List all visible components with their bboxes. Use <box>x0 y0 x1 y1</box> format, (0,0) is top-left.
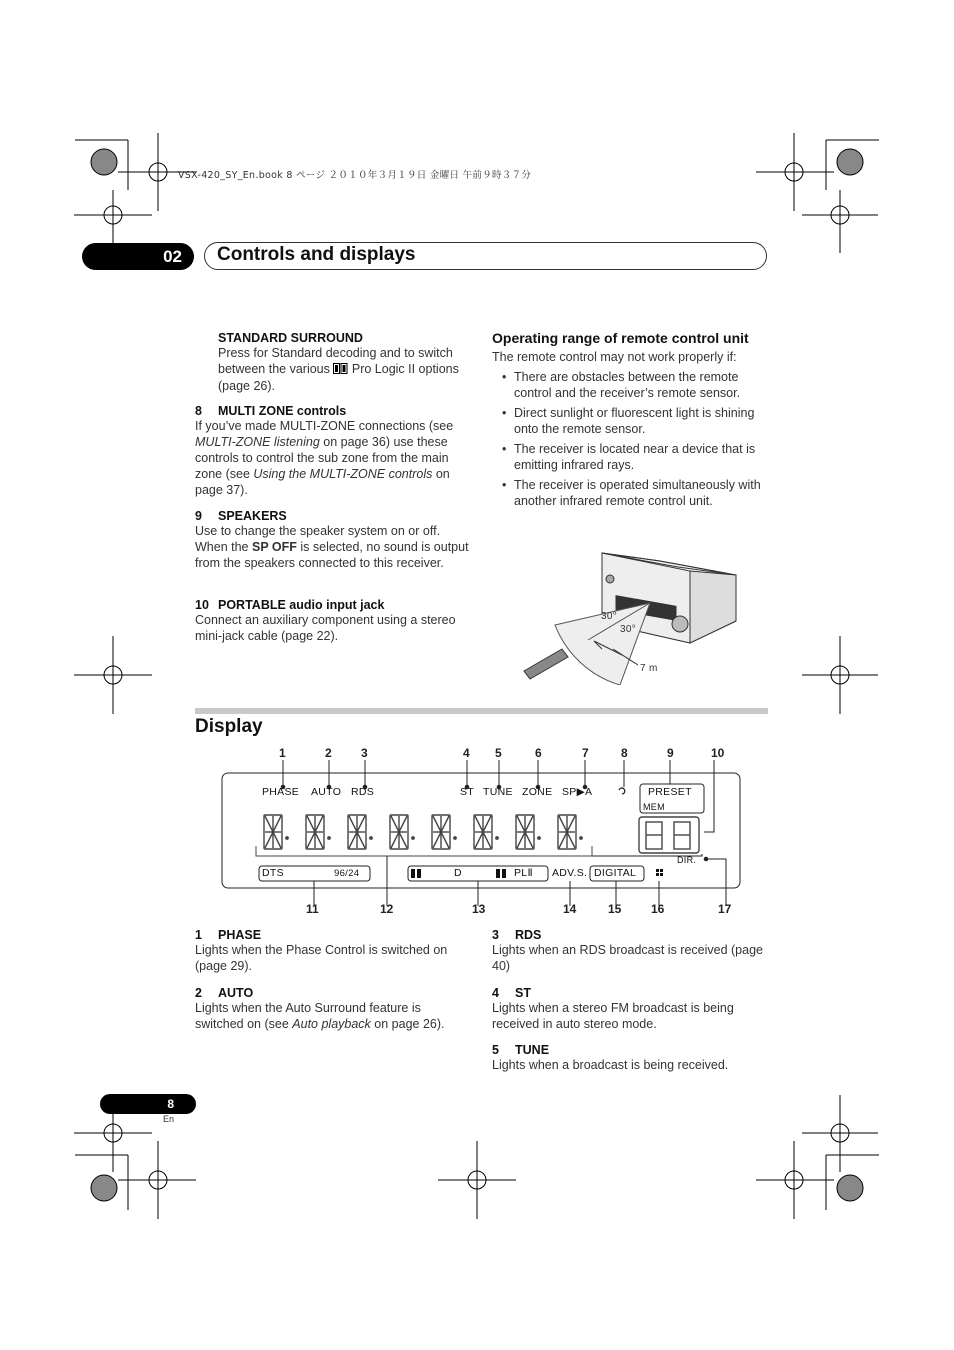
page-number-badge <box>100 1094 196 1114</box>
desc-5-entry <box>492 1043 767 1073</box>
standard-surround-text-2: Pro Logic II options (page 26). <box>218 362 459 393</box>
remote-range-section <box>492 330 770 513</box>
desc-1-number: 1 <box>195 928 202 942</box>
list-item: • There are obstacles between the remote control and the receiver’s remote sensor. <box>492 369 770 401</box>
panel-d-label: D <box>454 867 462 879</box>
item-9-entry <box>195 509 470 571</box>
desc-5-heading: TUNE <box>515 1043 550 1057</box>
item-10-text: Connect an auxiliary component using a stereo mini-jack cable (page 22). <box>195 613 456 643</box>
section-divider <box>195 708 768 714</box>
desc-3-text: Lights when an RDS broadcast is received (page 40) <box>492 943 763 973</box>
item-8-text-2: on page 36) use these controls to control the sub zone from the main zone (see <box>195 435 449 481</box>
angle-label-2: 30° <box>620 624 637 635</box>
remote-range-heading: Operating range of remote control unit <box>492 330 749 346</box>
list-item: • The receiver is located near a device that is emitting infrared rays. <box>492 441 770 473</box>
item-8-number: 8 <box>195 404 202 418</box>
desc-4-number: 4 <box>492 986 499 1000</box>
callout-13: 13 <box>472 902 486 916</box>
dolby-logo-icon <box>333 362 348 378</box>
remote-range-intro: The remote control may not work properly if: <box>492 350 737 364</box>
desc-4-entry <box>492 986 767 1032</box>
remote-range-diagram <box>510 545 750 685</box>
panel-mem-label: MEM <box>643 802 665 812</box>
front-panel-display <box>218 760 748 906</box>
panel-dts-label: DTS <box>262 867 284 879</box>
desc-2-text <box>195 1000 470 1032</box>
callout-10: 10 <box>711 746 725 760</box>
item-9-bold: SP OFF <box>251 540 297 554</box>
desc-2-entry <box>195 986 470 1032</box>
remote-range-bullets <box>492 369 770 509</box>
desc-2-number: 2 <box>195 986 202 1000</box>
callout-11: 11 <box>306 902 319 916</box>
panel-tune-label: TUNE <box>483 786 513 798</box>
panel-9624-label: 96/24 <box>334 868 360 879</box>
desc-2-text-2: on page 26). <box>370 1017 445 1031</box>
panel-digital-label: DIGITAL <box>594 867 637 879</box>
desc-2-em: Auto playback <box>292 1017 371 1031</box>
standard-surround-entry <box>218 331 470 394</box>
dot-matrix-characters <box>264 815 699 853</box>
item-8-heading: MULTI ZONE controls <box>218 404 347 418</box>
item-8-text-3: on page 37). <box>195 467 450 497</box>
panel-zone-label: ZONE <box>522 786 553 798</box>
item-9-text-2: is selected, no sound is output from the speakers connected to this receiver. <box>195 540 469 570</box>
list-item: • Direct sunlight or fluorescent light is shining onto the remote sensor. <box>492 405 770 437</box>
item-8-text-1: If you’ve made MULTI-ZONE connections (see <box>195 419 454 433</box>
desc-2-heading: AUTO <box>218 986 254 1000</box>
panel-dir-label: DIR. <box>677 855 697 865</box>
language-label: En <box>163 1114 175 1124</box>
desc-3-heading: RDS <box>515 928 542 942</box>
item-10-number: 10 <box>195 598 209 612</box>
book-header-info: VSX-420_SY_En.book 8 ページ ２０１０年３月１９日 金曜日 午前９時３７分 <box>178 170 532 181</box>
item-10-heading: PORTABLE audio input jack <box>218 598 385 612</box>
item-9-number: 9 <box>195 509 202 523</box>
panel-rds-label: RDS <box>351 786 375 798</box>
chapter-number: 02 <box>163 246 182 266</box>
callout-12: 12 <box>380 902 394 916</box>
callout-4: 4 <box>463 746 470 760</box>
callout-16: 16 <box>651 902 665 916</box>
desc-1-text: Lights when the Phase Control is switched on (page 29). <box>195 943 448 973</box>
chapter-number-badge <box>82 243 194 270</box>
callout-7: 7 <box>582 746 589 760</box>
item-8-entry <box>195 404 470 498</box>
panel-auto-label: AUTO <box>311 786 342 798</box>
panel-advs-label: ADV.S. <box>552 867 588 879</box>
desc-3-number: 3 <box>492 928 499 942</box>
desc-5-number: 5 <box>492 1043 499 1057</box>
page-number: 8 <box>167 1097 174 1111</box>
callout-15: 15 <box>608 902 622 916</box>
panel-st-label: ST <box>460 786 475 798</box>
item-8-em-1: MULTI-ZONE listening <box>195 435 320 449</box>
desc-3-entry <box>492 928 767 974</box>
standard-surround-text-1: Press for Standard decoding and to switch between the various <box>218 346 453 376</box>
desc-4-text: Lights when a stereo FM broadcast is being received in auto stereo mode. <box>492 1001 734 1031</box>
panel-preset-label: PRESET <box>648 786 692 798</box>
callout-9: 9 <box>667 746 674 760</box>
item-10-entry <box>195 598 473 644</box>
angle-label-1: 30° <box>601 611 618 622</box>
distance-label: 7 m <box>640 663 658 674</box>
item-9-text-1: Use to change the speaker system on or off. When the <box>195 524 441 554</box>
callout-5: 5 <box>495 746 502 760</box>
chapter-title: Controls and displays <box>217 244 416 265</box>
panel-sp-label: SP▶A <box>562 786 593 798</box>
callout-3: 3 <box>361 746 368 760</box>
item-8-text <box>195 418 470 498</box>
panel-phase-label: PHASE <box>262 786 300 798</box>
callout-8: 8 <box>621 746 628 760</box>
callout-14: 14 <box>563 902 577 916</box>
panel-pl2-label: PLⅡ <box>514 867 533 879</box>
standard-surround-heading: STANDARD SURROUND <box>218 331 363 345</box>
desc-4-heading: ST <box>515 986 531 1000</box>
desc-5-text: Lights when a broadcast is being received. <box>492 1058 729 1072</box>
list-item: • The receiver is operated simultaneously with another infrared remote control unit. <box>492 477 770 509</box>
item-8-em-2: Using the MULTI-ZONE controls <box>253 467 433 481</box>
standard-surround-text <box>218 345 470 394</box>
display-heading: Display <box>195 716 263 737</box>
item-9-text <box>195 523 470 571</box>
sleep-icon <box>619 788 625 794</box>
callout-6: 6 <box>535 746 542 760</box>
desc-1-entry <box>195 928 470 974</box>
callout-17: 17 <box>718 902 732 916</box>
desc-2-text-1: Lights when the Auto Surround feature is switched on (see <box>195 1001 421 1031</box>
item-9-heading: SPEAKERS <box>218 509 287 523</box>
callout-1: 1 <box>279 746 286 760</box>
desc-1-heading: PHASE <box>218 928 262 942</box>
callout-2: 2 <box>325 746 332 760</box>
